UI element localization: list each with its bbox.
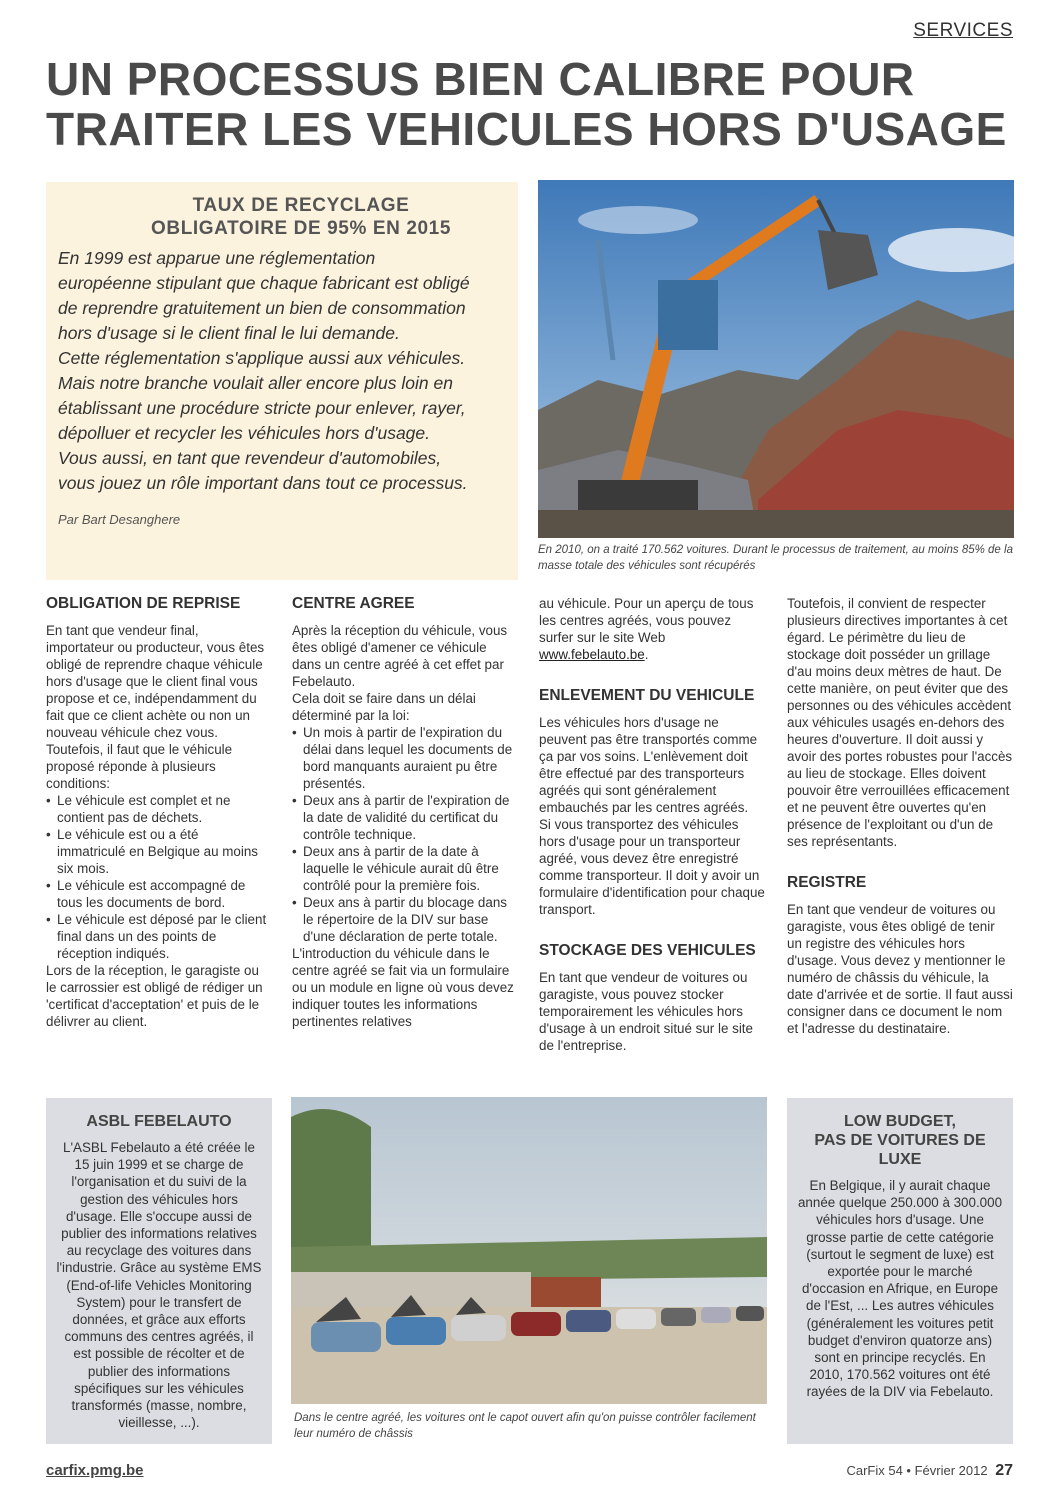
intro-line: Cette réglementation s'applique aussi aux véhicules. xyxy=(58,348,466,368)
paragraph: En tant que vendeur de voitures ou garagiste, vous pouvez stocker temporairement les véhicules hors d'usage à un endroit situé sur le site de l'entreprise. xyxy=(539,970,753,1053)
paragraph: Après la réception du véhicule, vous êtes obligé d'amener ce véhicule dans un centre agréé à cet effet par Febelauto. xyxy=(292,623,508,689)
page-number: 27 xyxy=(995,1462,1013,1479)
paragraph: Si vous transportez des véhicules hors d'usage pour un transporteur agréé, vous devez être enregistré comme transporteur. Il doit y avoir un formulaire d'identification pour chaque transport. xyxy=(539,817,765,917)
intro-heading-line-1: TAUX DE RECYCLAGE xyxy=(192,195,410,216)
section-label: SERVICES xyxy=(913,20,1013,41)
intro-line: européenne stipulant que chaque fabricant est obligé xyxy=(58,273,470,293)
column-centre-agree xyxy=(292,595,514,1030)
intro-heading-line-2: OBLIGATOIRE DE 95% EN 2015 xyxy=(151,218,451,239)
intro-line: de reprendre gratuitement un bien de consommation xyxy=(58,298,466,318)
photo-caption-top: En 2010, on a traité 170.562 voitures. Durant le processus de traitement, au moins 85% de la masse totale des véhicules sont récupérés xyxy=(538,544,1013,572)
heading-obligation: OBLIGATION DE REPRISE xyxy=(46,595,241,612)
low-budget-heading-line-1: LOW BUDGET, xyxy=(844,1113,956,1130)
heading-stockage: STOCKAGE DES VEHICULES xyxy=(539,942,756,959)
column-registre xyxy=(787,595,1013,1037)
paragraph: au véhicule. Pour un aperçu de tous les centres agréés, vous pouvez surfer sur le site Web www.febelauto.be. xyxy=(539,596,754,662)
car-lot-photo xyxy=(291,1097,767,1404)
paragraph: Les véhicules hors d'usage ne peuvent pas être transportés comme ça par vos soins. L'enlèvement doit être effectué par des transporteurs agréés qui sont généralement embauchés par les centres agréés. xyxy=(539,715,758,815)
intro-box xyxy=(46,182,518,580)
intro-line: hors d'usage si le client final le lui demande. xyxy=(58,323,400,343)
footer-website[interactable]: carfix.pmg.be xyxy=(46,1462,144,1479)
febelauto-link[interactable]: www.febelauto.be xyxy=(539,647,645,662)
paragraph: L'introduction du véhicule dans le centre agréé se fait via un formulaire ou un module en ligne où vous devez indiquer toutes les informations pertinentes relatives xyxy=(292,946,514,1029)
low-budget-text: En Belgique, il y aurait chaque année quelque 250.000 à 300.000 véhicules hors d'usage. Une grosse partie de cette catégorie (surtout le segment de luxe) est exportée pour le marché d'occasion en Afrique, en Europe de l'Est, ... Les autres véhicules (généralement les voitures petit budget d'environ quatorze ans) sont en principe recyclés. En 2010, 170.562 voitures ont été rayées de la DIV via Febelauto. xyxy=(797,1178,1003,1400)
intro-line: Vous aussi, en tant que revendeur d'automobiles, xyxy=(58,448,442,468)
list-item: • Un mois à partir de l'expiration du délai dans lequel les documents de bord manquants auraient pu être présentés. xyxy=(292,724,514,792)
intro-line: dépolluer et recycler les véhicules hors d'usage. xyxy=(58,423,431,443)
issue-info: CarFix 54 • Février 2012 xyxy=(846,1463,988,1478)
title-line-1: UN PROCESSUS BIEN CALIBRE POUR xyxy=(46,53,915,105)
febelauto-box xyxy=(46,1098,272,1444)
paragraph: Lors de la réception, le garagiste ou le carrossier est obligé de rédiger un 'certificat d'acceptation' et puis de le délivrer au client. xyxy=(46,963,263,1029)
intro-line: établissant une procédure stricte pour enlever, rayer, xyxy=(58,398,466,418)
heading-enlevement: ENLEVEMENT DU VEHICULE xyxy=(539,687,755,704)
intro-heading xyxy=(98,194,504,240)
column-obligation xyxy=(46,595,268,1030)
column-enlevement xyxy=(539,595,765,1054)
photo-caption-bottom: Dans le centre agréé, les voitures ont le capot ouvert afin qu'on puisse contrôler facilement leur numéro de châssis xyxy=(294,1412,756,1440)
febelauto-heading: ASBL FEBELAUTO xyxy=(86,1113,232,1130)
conditions-list xyxy=(46,792,268,962)
deadline-list xyxy=(292,724,514,945)
list-item: • Deux ans à partir de l'expiration de la date de validité du certificat du contrôle technique. xyxy=(292,792,514,843)
intro-text xyxy=(58,246,504,496)
footer-issue xyxy=(846,1462,1013,1480)
list-item: • Le véhicule est accompagné de tous les documents de bord. xyxy=(46,877,268,911)
paragraph-text: au véhicule. Pour un aperçu de tous les centres agréés, vous pouvez surfer sur le site Web xyxy=(539,596,754,645)
intro-line: En 1999 est apparue une réglementation xyxy=(58,248,376,268)
paragraph: En tant que vendeur de voitures ou garagiste, vous êtes obligé de tenir un registre des véhicules hors d'usage. Vous devez y mentionner le numéro de châssis du véhicule, la date d'arrivée et de sortie. Il faut aussi consigner dans ce document le nom et l'adresse du destinataire. xyxy=(787,902,1013,1036)
byline: Par Bart Desanghere xyxy=(58,512,181,527)
paragraph: Cela doit se faire dans un délai déterminé par la loi: xyxy=(292,691,476,723)
title-line-2: TRAITER LES VEHICULES HORS D'USAGE xyxy=(46,103,1007,155)
list-item: • Deux ans à partir du blocage dans le répertoire de la DIV sur base d'une déclaration de perte totale. xyxy=(292,894,514,945)
list-item: • Le véhicule est complet et ne contient pas de déchets. xyxy=(46,792,268,826)
low-budget-heading xyxy=(797,1112,1003,1169)
low-budget-box xyxy=(787,1098,1013,1444)
list-item: • Le véhicule est déposé par le client final dans un des points de réception indiqués. xyxy=(46,911,268,962)
list-item: • Deux ans à partir de la date à laquelle le véhicule aurait dû être contrôlé pour la première fois. xyxy=(292,843,514,894)
paragraph: En tant que vendeur final, importateur ou producteur, vous êtes obligé de reprendre chaque véhicule hors d'usage que le client final vous propose et ce, indépendamment du fait que ce client achète ou non un nouveau véhicule chez vous. Toutefois, il faut que le véhicule proposé réponde à plusieurs conditions: xyxy=(46,623,265,791)
list-item: • Le véhicule est ou a été immatriculé en Belgique au moins six mois. xyxy=(46,826,268,877)
febelauto-text: L'ASBL Febelauto a été créée le 15 juin 1999 et se charge de l'organisation et du suivi de la gestion des véhicules hors d'usage. Elle s'occupe aussi de publier des informations relatives au recyclage des voitures dans l'industrie. Grâce au système EMS (End-of-life Vehicles Monitoring System) pour le transfert de données, et grâce aux efforts communs des centres agréés, il est possible de récolter et de publier des informations spécifiques sur les véhicules transformés (masse, nombre, vieillesse, ...). xyxy=(56,1140,262,1431)
intro-line: Mais notre branche voulait aller encore plus loin en xyxy=(58,373,453,393)
intro-line: vous jouez un rôle important dans tout ce processus. xyxy=(58,473,468,493)
scrapyard-photo xyxy=(538,180,1014,538)
page-title xyxy=(46,54,1026,154)
paragraph: Toutefois, il convient de respecter plusieurs directives importantes à cet égard. Le périmètre du lieu de stockage doit posséder un grillage d'au moins deux mètres de haut. De cette manière, on peut éviter que des personnes ou des véhicules accèdent aux véhicules usagés en-dehors des heures d'ouverture. Il doit aussi y avoir des portes robustes pour l'accès au lieu de stockage. Elles doivent pouvoir être verrouillées efficacement et ne peuvent être ouvertes qu'en présence de l'exploitant ou d'un de ses représentants. xyxy=(787,596,1013,849)
heading-registre: REGISTRE xyxy=(787,874,867,891)
heading-centre-agree: CENTRE AGREE xyxy=(292,595,415,612)
low-budget-heading-line-2: PAS DE VOITURES DE LUXE xyxy=(814,1132,986,1168)
